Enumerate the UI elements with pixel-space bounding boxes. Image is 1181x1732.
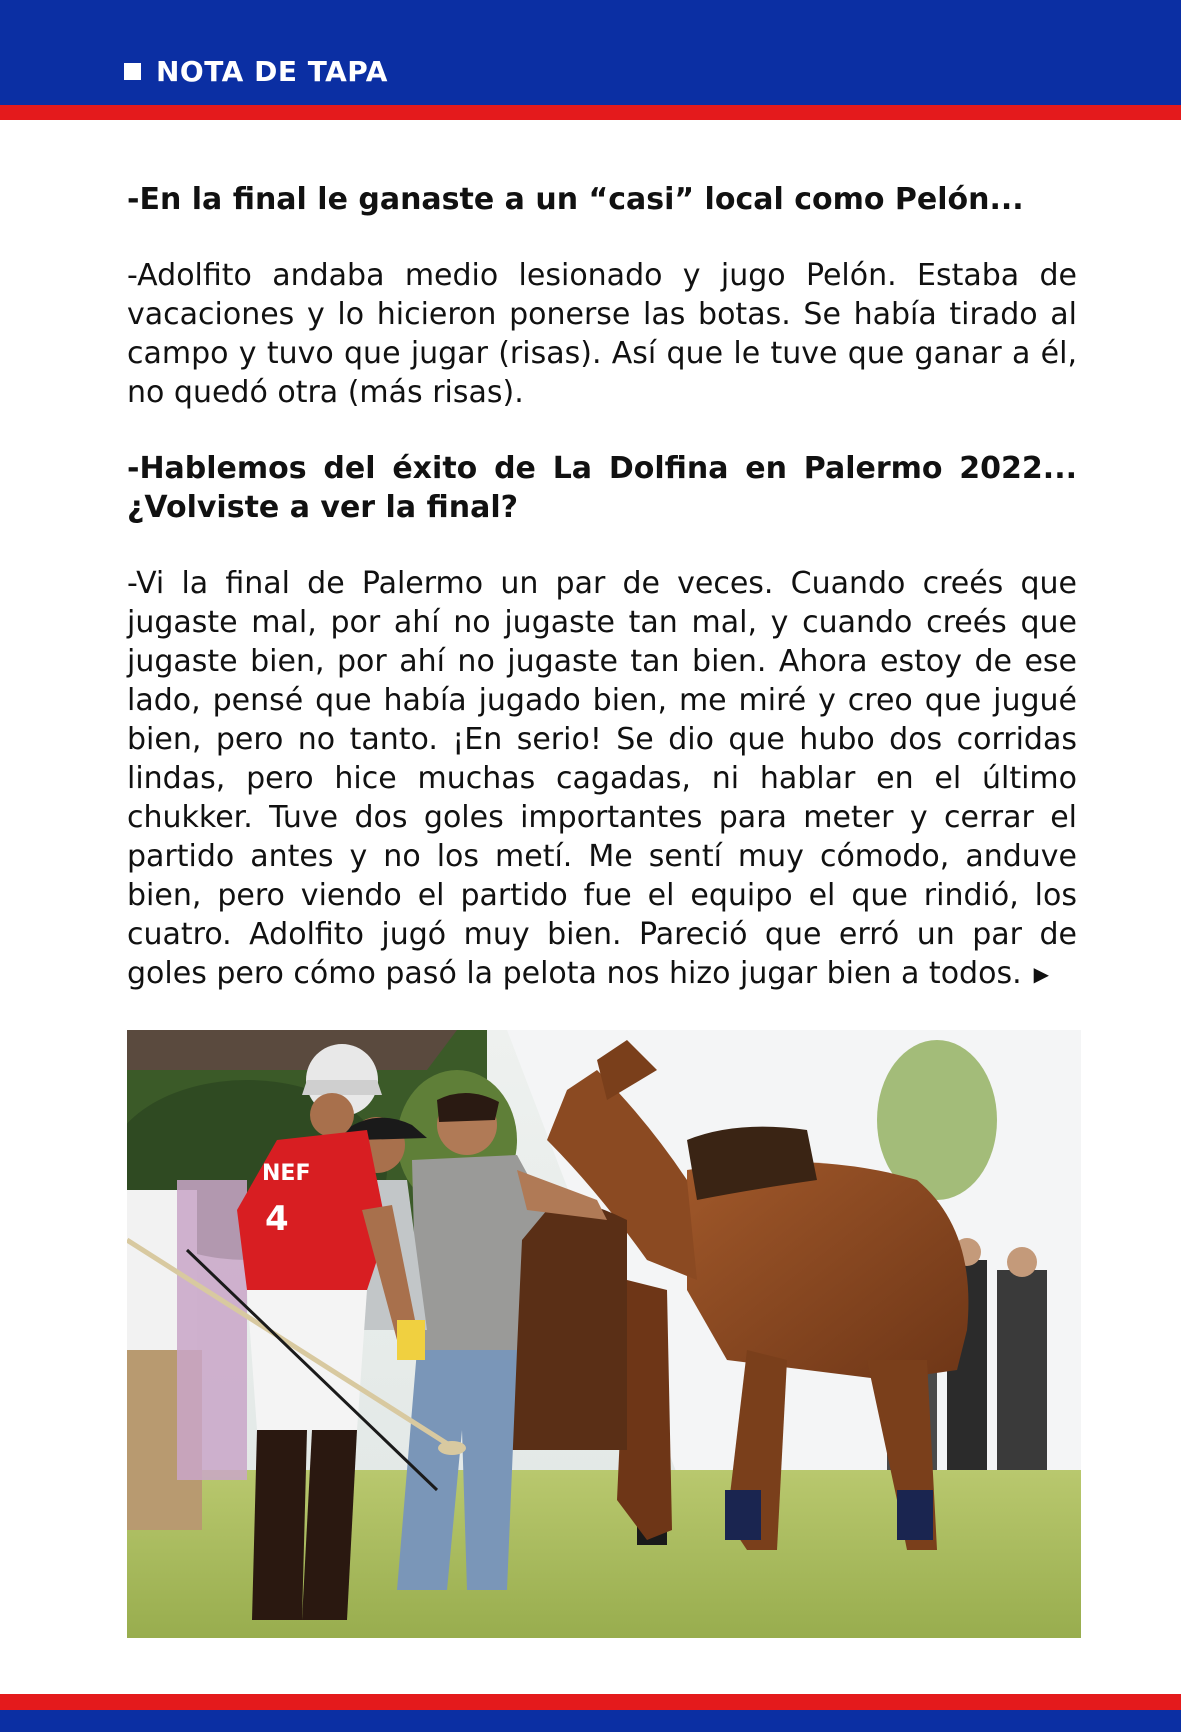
answer-2 [127, 564, 1077, 994]
header-red-stripe [0, 105, 1181, 120]
answer-1: -Adolfito andaba medio lesionado y jugo Pelón. Estaba de vacaciones y lo hicieron ponerse las botas. Se había tirado al campo y tuvo que jugar (risas). Así que le tuve que ganar a él, no quedó otra (más risas). [127, 258, 1077, 410]
square-bullet-icon [124, 63, 141, 80]
footer-blue-band [0, 1710, 1181, 1732]
jersey-text: NEF [262, 1161, 311, 1186]
answer-2-text: -Vi la final de Palermo un par de veces. Cuando creés que jugaste mal, por ahí no jugaste tan mal, y cuando creés que jugaste bien, por ahí no jugaste tan bien. Ahora estoy de ese lado, pensé que había jugado bien, me miré y creo que jugué bien, pero no tanto. ¡En serio! Se dio que hubo dos corridas lindas, pero hice muchas cagadas, ni hablar en el último chukker. Tuve dos goles importantes para meter y cerrar el partido antes y no los metí. Me sentí muy cómodo, anduve bien, pero viendo el partido fue el equipo el que rindió, los cuatro. Adolfito jugó muy bien. Pareció que erró un par de goles pero cómo pasó la pelota nos hizo jugar bien a todos. [127, 566, 1077, 991]
section-label: NOTA DE TAPA [156, 55, 388, 88]
continue-arrow-icon: ▶ [1033, 962, 1049, 986]
jersey-number: 4 [265, 1199, 289, 1239]
question-1: -En la final le ganaste a un “casi” local como Pelón... [127, 182, 1024, 217]
footer-red-stripe [0, 1694, 1181, 1710]
polo-scene-illustration [127, 1030, 1081, 1638]
question-2: -Hablemos del éxito de La Dolfina en Palermo 2022... ¿Volviste a ver la final? [127, 451, 1077, 525]
polo-photo [127, 1030, 1081, 1638]
article-body [127, 180, 1077, 994]
